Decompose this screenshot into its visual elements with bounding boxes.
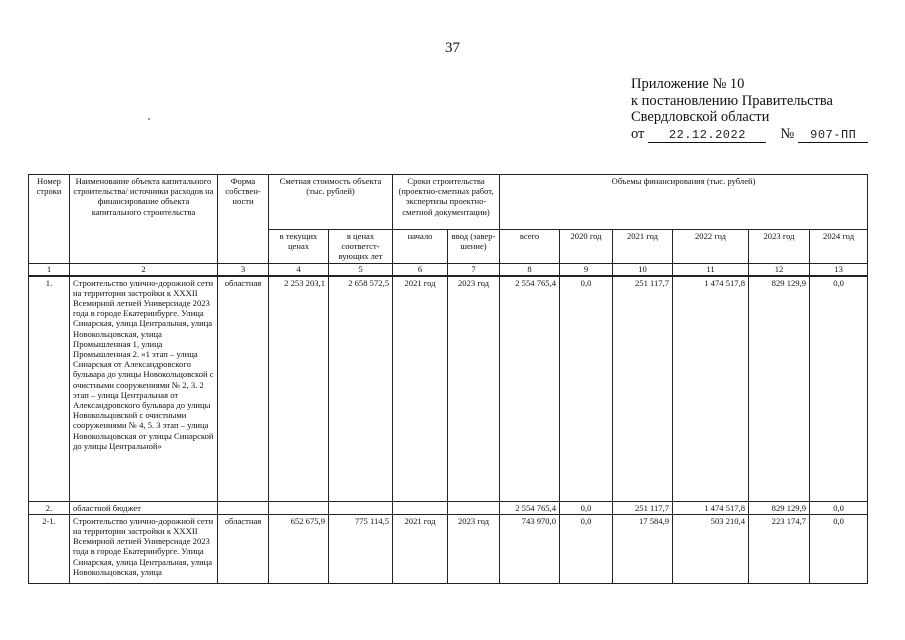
from-label: от	[631, 125, 645, 142]
cost-current: 2 253 203,1	[269, 276, 329, 502]
appendix-date-number-line	[631, 126, 868, 143]
amount-2021: 251 117,7	[613, 276, 673, 502]
header-object-name: Наименование объекта капитального строительства/ источники расходов на финансирование объекта капитального строительства	[70, 175, 218, 264]
cost-corresponding: 775 114,5	[329, 514, 393, 583]
cost-current: 652 675,9	[269, 514, 329, 583]
completion-year: 2023 год	[448, 514, 500, 583]
amount-2024: 0,0	[810, 276, 868, 502]
table-row	[29, 501, 868, 514]
amount-2024: 0,0	[810, 501, 868, 514]
column-number: 2	[70, 263, 218, 276]
header-ownership: Форма собствен-ности	[218, 175, 269, 264]
column-number: 8	[500, 263, 560, 276]
start-year: 2021 год	[393, 514, 448, 583]
completion-year	[448, 501, 500, 514]
amount-2020: 0,0	[560, 501, 613, 514]
start-year: 2021 год	[393, 276, 448, 502]
column-number: 6	[393, 263, 448, 276]
amount-2020: 0,0	[560, 514, 613, 583]
header-estimated-cost: Сметная стоимость объекта (тыс. рублей)	[269, 175, 393, 230]
decree-date: 22.12.2022	[648, 129, 766, 143]
ownership: областная	[218, 276, 269, 502]
total: 2 554 765,4	[500, 501, 560, 514]
row-number: 1.	[29, 276, 70, 502]
row-number: 2-1.	[29, 514, 70, 583]
amount-2022: 1 474 517,8	[673, 501, 749, 514]
column-number: 3	[218, 263, 269, 276]
amount-2020: 0,0	[560, 276, 613, 502]
amount-2022: 503 210,4	[673, 514, 749, 583]
amount-2023: 223 174,7	[749, 514, 810, 583]
column-number: 5	[329, 263, 393, 276]
column-number: 11	[673, 263, 749, 276]
scan-speck	[148, 118, 150, 120]
cost-corresponding	[329, 501, 393, 514]
amount-2021: 251 117,7	[613, 501, 673, 514]
total: 2 554 765,4	[500, 276, 560, 502]
header-current-prices: в текущих ценах	[269, 230, 329, 264]
cost-current	[269, 501, 329, 514]
financing-table	[28, 174, 868, 584]
column-number: 4	[269, 263, 329, 276]
appendix-decree-line: к постановлению Правительства	[631, 92, 833, 109]
header-2021: 2021 год	[613, 230, 673, 264]
table-row	[29, 514, 868, 583]
header-financing: Объемы финансирования (тыс. рублей)	[500, 175, 868, 230]
decree-number: 907-ПП	[798, 129, 868, 143]
appendix-header	[631, 76, 868, 143]
amount-2022: 1 474 517,8	[673, 276, 749, 502]
ownership: областная	[218, 514, 269, 583]
column-number: 12	[749, 263, 810, 276]
header-2024: 2024 год	[810, 230, 868, 264]
completion-year: 2023 год	[448, 276, 500, 502]
column-number: 1	[29, 263, 70, 276]
object-name: областной бюджет	[70, 501, 218, 514]
column-number: 7	[448, 263, 500, 276]
table-row	[29, 276, 868, 502]
appendix-title: Приложение № 10	[631, 76, 745, 92]
amount-2024: 0,0	[810, 514, 868, 583]
header-2023: 2023 год	[749, 230, 810, 264]
amount-2023: 829 129,9	[749, 501, 810, 514]
header-row-number: Номер строки	[29, 175, 70, 264]
column-number: 9	[560, 263, 613, 276]
page-number: 37	[445, 40, 460, 56]
amount-2021: 17 584,9	[613, 514, 673, 583]
column-number: 13	[810, 263, 868, 276]
amount-2023: 829 129,9	[749, 276, 810, 502]
header-total: всего	[500, 230, 560, 264]
header-2022: 2022 год	[673, 230, 749, 264]
total: 743 970,0	[500, 514, 560, 583]
header-2020: 2020 год	[560, 230, 613, 264]
header-terms: Сроки строительства (проектно-сметных работ, экспертизы проектно-сметной документации)	[393, 175, 500, 230]
cost-corresponding: 2 658 572,5	[329, 276, 393, 502]
ownership	[218, 501, 269, 514]
object-name: Строительство улично-дорожной сети на территории застройки к XXXII Всемирной летней Универсиаде 2023 года в городе Екатеринбурге. Улица Синарская, улица Центральная, улица Новокольцовская, улица	[70, 514, 218, 583]
appendix-region-line: Свердловской области	[631, 109, 770, 125]
header-corresponding-prices: в ценах соответст-вующих лет	[329, 230, 393, 264]
header-completion: ввод (завер-шение)	[448, 230, 500, 264]
row-number: 2.	[29, 501, 70, 514]
column-number: 10	[613, 263, 673, 276]
start-year	[393, 501, 448, 514]
number-label: №	[780, 125, 795, 142]
object-name: Строительство улично-дорожной сети на территории застройки к XXXII Всемирной летней Универсиаде 2023 года в городе Екатеринбурге. Улица Синарская, улица Центральная, улица Новокольцовская, улица Промышленная 1, улица Промышленная 2. «1 этап – улица Синарская от Александровского бульвара до улицы Новокольцовской с очистными сооружениями № 2, 3. 2 этап – улица Центральная от Александровского бульвара до улицы Новокольцовской с очистными сооружениями № 4, 5. 3 этап – улица Новокольцовская от улицы Синарской до улицы Центральной»	[70, 276, 218, 502]
header-start: начало	[393, 230, 448, 264]
